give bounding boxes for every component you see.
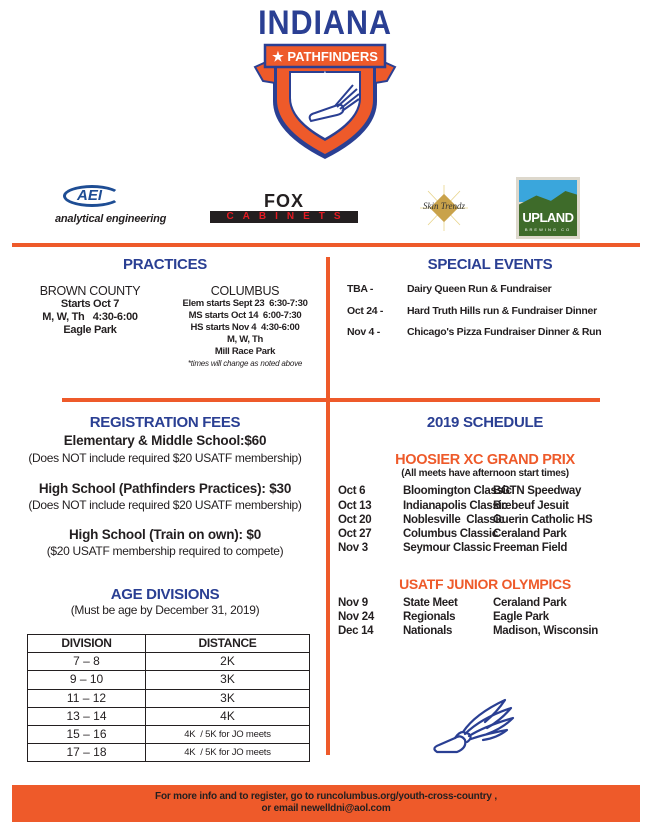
meet-location: Guerin Catholic HS — [493, 514, 593, 526]
schedule-title: 2019 SCHEDULE — [426, 414, 544, 431]
distance-cell: 2K — [146, 653, 310, 671]
event-item — [347, 326, 601, 338]
division-cell: 9 – 10 — [28, 671, 146, 689]
event-name: Dairy Queen Run & Fundraiser — [407, 283, 552, 295]
distance-cell: 4K / 5K for JO meets — [146, 744, 310, 762]
fee-note: ($20 USATF membership required to compete) — [46, 544, 284, 558]
fox-bottom: CABINETS — [210, 211, 358, 223]
meet-location: Madison, Wisconsin — [493, 625, 599, 637]
meet-name: Columbus Classic — [403, 528, 498, 540]
distance-cell: 4K — [146, 707, 310, 725]
fox-top: FOX — [263, 191, 304, 211]
upland-name: UPLAND — [522, 210, 574, 225]
divider-horizontal — [62, 398, 600, 402]
meet-name: Indianapolis Classic — [403, 500, 508, 512]
table-header-row — [28, 635, 310, 653]
meet-date: Dec 14 — [338, 625, 374, 637]
meet-name: Seymour Classic — [403, 542, 492, 554]
table-row — [28, 653, 310, 671]
brown-county-line: Starts Oct 7 — [60, 298, 120, 310]
brown-county-name: BROWN COUNTY — [39, 284, 141, 298]
event-item — [347, 283, 551, 295]
junior-olympics-title: USATF JUNIOR OLYMPICS — [399, 576, 571, 592]
fee-main: Elementary & Middle School:$60 — [63, 433, 267, 448]
columbus-name: COLUMBUS — [210, 284, 280, 298]
meet-location: Ceraland Park — [493, 597, 567, 609]
columbus-line: MS starts Oct 14 6:00-7:30 — [188, 310, 302, 321]
meet-date: Oct 13 — [338, 500, 372, 512]
indiana-pathfinders-logo — [245, 3, 405, 161]
column-header-division: DIVISION — [28, 635, 146, 653]
column-header-distance: DISTANCE — [146, 635, 310, 653]
sponsor-upland-brewing-logo — [516, 177, 580, 239]
upland-sub: BREWING CO — [524, 227, 572, 232]
event-date: Nov 4 - — [347, 326, 380, 338]
brown-county-line: Eagle Park — [63, 324, 117, 336]
age-divisions-table — [27, 634, 310, 762]
distance-cell: 3K — [146, 689, 310, 707]
table-row — [28, 744, 310, 762]
columbus-line: Elem starts Sept 23 6:30-7:30 — [182, 298, 308, 309]
table-row — [28, 689, 310, 707]
practices-columbus — [160, 284, 330, 370]
age-divisions-title: AGE DIVISIONS — [110, 586, 220, 603]
meet-location: Ceraland Park — [493, 528, 567, 540]
practices-brown-county — [20, 284, 160, 337]
table-row — [28, 671, 310, 689]
fee-note: (Does NOT include required $20 USATF membership) — [28, 498, 302, 512]
meet-location: BGTN Speedway — [493, 485, 582, 497]
columbus-line: M, W, Th — [226, 334, 264, 345]
table-row — [28, 725, 310, 743]
grand-prix-title: HOOSIER XC GRAND PRIX — [395, 452, 575, 468]
skin-trendz-name: Skin Trendz — [423, 201, 465, 211]
registration-fees-title: REGISTRATION FEES — [89, 414, 241, 431]
logo-banner-text: PATHFINDERS — [287, 49, 378, 64]
division-cell: 11 – 12 — [28, 689, 146, 707]
aei-mark: AEI — [77, 187, 103, 204]
meet-date: Nov 24 — [338, 611, 374, 623]
division-cell: 17 – 18 — [28, 744, 146, 762]
columbus-note: *times will change as noted above — [187, 359, 303, 368]
sponsor-skin-trendz-logo — [410, 183, 478, 233]
meet-date: Oct 6 — [338, 485, 366, 497]
sponsor-aei-logo — [55, 185, 175, 230]
grand-prix-subtitle: (All meets have afternoon start times) — [401, 468, 569, 479]
distance-cell: 3K — [146, 671, 310, 689]
columbus-line: Mill Race Park — [214, 346, 276, 357]
divider-top — [12, 243, 640, 247]
event-date: Oct 24 - — [347, 305, 384, 317]
event-name: Hard Truth Hills run & Fundraiser Dinner — [407, 305, 597, 317]
event-item — [347, 305, 597, 317]
table-row — [28, 707, 310, 725]
age-divisions-subtitle: (Must be age by December 31, 2019) — [70, 603, 260, 617]
event-name: Chicago's Pizza Fundraiser Dinner & Run — [407, 326, 602, 338]
fee-main: High School (Pathfinders Practices): $30 — [38, 481, 292, 496]
fee-note: (Does NOT include required $20 USATF membership) — [28, 451, 302, 465]
division-cell: 13 – 14 — [28, 707, 146, 725]
columbus-line: HS starts Nov 4 4:30-6:00 — [190, 322, 300, 333]
sponsor-fox-cabinets-logo — [210, 192, 358, 224]
footer-register-text: For more info and to register, go to runcolumbus.org/youth-cross-country , — [155, 791, 497, 802]
meet-name: Noblesville Classic — [403, 514, 505, 526]
meet-location: Freeman Field — [493, 542, 568, 554]
footer-banner — [12, 785, 640, 822]
division-cell: 15 – 16 — [28, 725, 146, 743]
distance-cell: 4K / 5K for JO meets — [146, 725, 310, 743]
aei-name: analytical engineering — [55, 213, 167, 225]
event-date: TBA - — [347, 283, 374, 295]
meet-date: Oct 20 — [338, 514, 372, 526]
star-icon: ★ — [272, 49, 288, 64]
special-events-title: SPECIAL EVENTS — [427, 256, 553, 273]
logo-title: INDIANA — [258, 4, 392, 42]
meet-name: State Meet — [403, 597, 458, 609]
brown-county-line: M, W, Th 4:30-6:00 — [42, 311, 138, 323]
winged-foot-icon — [425, 690, 525, 760]
fee-main: High School (Train on own): $0 — [69, 527, 261, 542]
meet-name: Bloomington Classic — [403, 485, 512, 497]
logo-banner — [265, 47, 385, 84]
practices-title: PRACTICES — [123, 256, 207, 273]
footer-email-text: or email newelldni@aol.com — [261, 803, 391, 814]
star-icon: ★ — [319, 69, 331, 84]
meet-date: Nov 9 — [338, 597, 368, 609]
meet-name: Nationals — [403, 625, 453, 637]
meet-location: Eagle Park — [493, 611, 549, 623]
meet-date: Nov 3 — [338, 542, 368, 554]
meet-name: Regionals — [403, 611, 456, 623]
meet-date: Oct 27 — [338, 528, 372, 540]
meet-location: Brebeuf Jesuit — [493, 500, 569, 512]
division-cell: 7 – 8 — [28, 653, 146, 671]
